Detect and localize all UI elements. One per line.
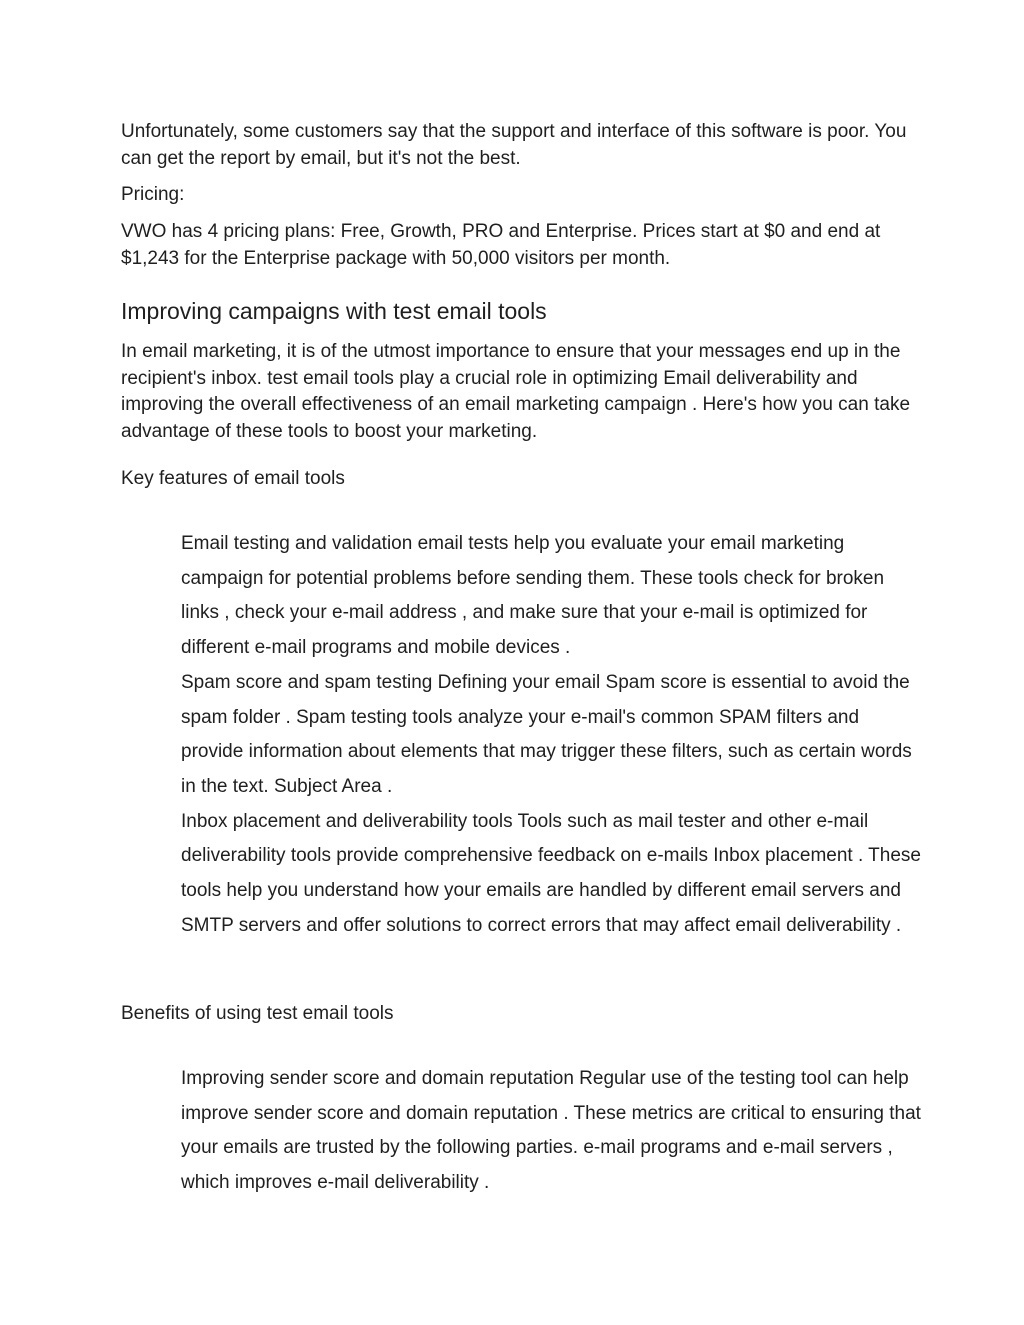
benefits-title: Benefits of using test email tools (121, 1003, 394, 1024)
benefits-list (181, 1062, 921, 1201)
key-features-list (181, 527, 921, 943)
list-item: Improving sender score and domain reputation Regular use of the testing tool can help improve sender score and domain reputation . These metrics are critical to ensuring that your emails are trusted by the following parties. e-mail programs and e-mail servers , which improves e-mail deliverability . (181, 1068, 921, 1194)
support-paragraph: Unfortunately, some customers say that the support and interface of this software is poor. You can get the report by email, but it's not the best. (121, 121, 907, 169)
section-intro-paragraph: In email marketing, it is of the utmost importance to ensure that your messages end up in the recipient's inbox. test email tools play a crucial role in optimizing Email deliverability and improving the overall effectiveness of an email marketing campaign . Here's how you can take advantage of these tools to boost your marketing. (121, 341, 911, 442)
key-features-title: Key features of email tools (121, 468, 345, 489)
list-item: Spam score and spam testing Defining your email Spam score is essential to avoid the spam folder . Spam testing tools analyze your e-mail's common SPAM filters and provide information about elements that may trigger these filters, such as certain words in the text. Subject Area . (181, 671, 912, 797)
section-heading: Improving campaigns with test email tools (121, 298, 547, 324)
list-item: Email testing and validation email tests help you evaluate your email marketing campaign for potential problems before sending them. These tools check for broken links , check your e-mail address , and make sure that your e-mail is optimized for different e-mail programs and mobile devices . (181, 533, 885, 659)
pricing-paragraph: VWO has 4 pricing plans: Free, Growth, PRO and Enterprise. Prices start at $0 and end at $1,243 for the Enterprise package with 50,000 visitors per month. (121, 221, 881, 269)
list-item: Inbox placement and deliverability tools Tools such as mail tester and other e-mail deliverability tools provide comprehensive feedback on e-mails Inbox placement . These tools help you understand how your emails are handled by different email servers and SMTP servers and offer solutions to correct errors that may affect email deliverability . (181, 810, 921, 936)
pricing-label: Pricing: (121, 184, 185, 205)
